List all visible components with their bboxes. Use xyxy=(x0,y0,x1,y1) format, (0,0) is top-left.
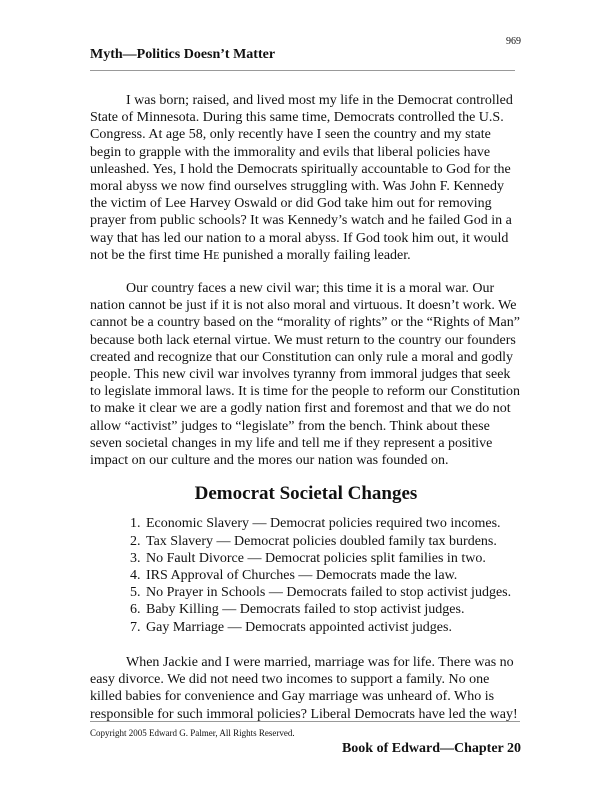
societal-changes-list xyxy=(90,515,522,635)
list-item: 7. Gay Marriage — Democrats appointed activist judges. xyxy=(144,619,522,636)
list-item: 4. IRS Approval of Churches — Democrats made the law. xyxy=(144,567,522,584)
list-item: 2. Tax Slavery — Democrat policies doubled family tax burdens. xyxy=(144,533,522,550)
footer-rule xyxy=(90,721,520,722)
page-number: 969 xyxy=(506,36,521,47)
section-heading: Democrat Societal Changes xyxy=(194,483,418,505)
paragraph-2: Our country faces a new civil war; this time it is a moral war. Our nation cannot be just if it is not also moral and virtuous. It doesn’t work. We cannot be a country based on the “morality of rights” or the “Rights of Man” because both lack eternal virtue. We must return to the country our founders created and recognize that our Constitution can only rule a moral and godly people. This new civil war involves tyranny from immoral judges that seek to legislate immoral laws. It is time for the people to reform our Constitution to make it clear we are a godly nation first and foremost and that we do not allow “activist” judges to “legislate” from the bench. Think about these seven societal changes in my life and tell me if they represent a positive impact on our culture and the mores our nation was founded on. xyxy=(90,281,521,469)
paragraph-1-he: He xyxy=(203,247,220,263)
paragraph-1 xyxy=(90,92,522,264)
copyright-notice: Copyright 2005 Edward G. Palmer, All Rights Reserved. xyxy=(90,728,295,738)
paragraph-1-text-b: punished a morally failing leader. xyxy=(219,247,411,263)
list-item: 5. No Prayer in Schools — Democrats failed to stop activist judges. xyxy=(144,584,522,601)
list-item: 6. Baby Killing — Democrats failed to stop activist judges. xyxy=(144,601,522,618)
header-rule xyxy=(90,70,515,71)
book-chapter-label: Book of Edward—Chapter 20 xyxy=(341,741,521,756)
running-head: Myth—Politics Doesn’t Matter xyxy=(90,47,276,62)
body-text xyxy=(90,92,522,739)
paragraph-1-text-a: I was born; raised, and lived most my life in the Democrat controlled State of Minnesota. During this same time, Democrats controlled the U.S. Congress. At age 58, only recently have I seen the country and my state begin to grapple with the immorality and evils that liberal policies have unleashed. Yes, I hold the Democrats spiritually accountable to God for the moral abyss we now find ourselves struggling with. Was John F. Kennedy the victim of Lee Harvey Oswald or did God take him out for removing prayer from public schools? It was Kennedy’s watch and he failed God in a way that has led our nation to a moral abyss. If God took him out, it would not be the first time xyxy=(90,93,513,263)
paragraph-3: When Jackie and I were married, marriage was for life. There was no easy divorce. We did not need two incomes to support a family. No one killed babies for convenience and Gay marriage was unheard of. Who is responsible for such immoral policies? Liberal Democrats have led the way! xyxy=(90,654,518,722)
list-item: 1. Economic Slavery — Democrat policies required two incomes. xyxy=(144,515,522,532)
list-item: 3. No Fault Divorce — Democrat policies split families in two. xyxy=(144,550,522,567)
